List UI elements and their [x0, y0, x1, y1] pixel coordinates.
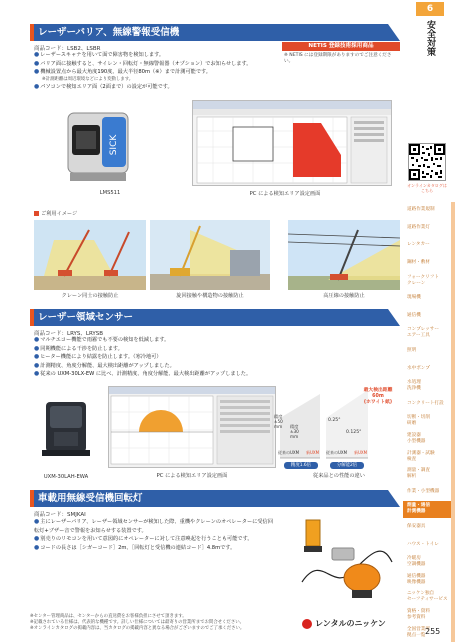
section-header-laser-barrier — [30, 24, 400, 41]
accuracy-old: 精度 ±50 mm — [274, 414, 283, 429]
angle-old: 0.25° — [328, 418, 341, 423]
footer-note: ※オンラインカタログの掲載内容は、当カタログの掲載内容と異なる場合がございますのでご了承ください。 — [30, 626, 245, 631]
top-number: 6 — [416, 2, 444, 16]
category-tab[interactable]: 計測器・試験 検査 — [407, 450, 435, 462]
bullet-list — [34, 336, 394, 379]
brand-logo: レンタルのニッケン — [302, 618, 386, 629]
device-caption: UXM-30LAH-EWA — [43, 474, 89, 480]
footer-note: ※センター管理商品は、センターからの直送費をお客様負担にさせて頂きます。 — [30, 614, 187, 619]
qr-caption: オンラインカタログは こちら — [407, 183, 447, 193]
section-title: 車載用無線受信機回転灯 — [38, 493, 143, 504]
netis-note: ※ NETIS には登録期限がありますのでご注意ください。 — [284, 53, 392, 64]
left-old-label: 従来のUXM — [278, 450, 300, 455]
usage-caption-2: 旋回接触や構造物の接触防止 — [176, 293, 244, 299]
list-item: ●別売りのリモコンを用いて意図的にオペレーターに対して注意喚起を行うことも可能です。 — [34, 535, 253, 543]
list-item: ●レーザースキャナを用いて面で障害物を検知します。 — [34, 51, 165, 58]
category-tab[interactable]: 道路作業規制 — [407, 207, 435, 213]
range-note: ※計測距離は周辺環境などにより変動します。 — [42, 76, 134, 82]
section-header-area-sensor — [30, 309, 400, 326]
bullet-list — [34, 518, 276, 552]
tab-edge-bar — [451, 202, 455, 642]
netis-badge: NETIS 登録技術採用商品 — [282, 42, 400, 51]
product-code: 商品コード：LRYS、LRYSB — [34, 331, 104, 337]
logo-mark-icon — [302, 619, 312, 629]
category-tab[interactable]: 作業・小型機器 — [407, 488, 440, 494]
usage-caption-1: クレーン同士の接触防止 — [61, 293, 119, 299]
list-item: ●マルチエコー機能で雨霧でも不要の検知を低減します。 — [34, 336, 170, 343]
category-tab[interactable]: コンプレッサー エアー工具 — [407, 327, 439, 339]
list-item: ●バリア面に接触すると、サイレン・回転灯・無線警報器（オプション）でお知らせします。 — [34, 59, 252, 67]
compare-caption: 従来品との性能の違い — [313, 473, 365, 479]
usage-caption-3: 高圧線の接触防止 — [323, 293, 365, 299]
list-item: ●機械設置点から最大角度190度、最大半径80m（※）まで計測可能です。 — [34, 68, 211, 76]
category-tab[interactable]: ニッケン独自 セーフティサービス — [407, 591, 448, 603]
angle-new: 0.125° — [346, 430, 362, 435]
section-header-beacon — [30, 490, 400, 507]
category-tab[interactable]: 冷暖房 空調機器 — [407, 556, 426, 568]
category-tab[interactable]: 通信機 — [407, 312, 421, 318]
bullet-list — [34, 51, 294, 91]
footer-notes — [30, 614, 290, 632]
usage-photo-structure — [150, 220, 270, 290]
device-caption: LMS511 — [99, 190, 121, 196]
beacon-product-image — [292, 512, 400, 602]
right-old-label: 従来のUXM — [326, 450, 348, 455]
screen-caption: PC による検知エリア設定画面 — [249, 191, 321, 197]
list-item: ●計測精度、角度分解能、最大検出距離がアップしました。 — [34, 361, 175, 369]
usage-label: ご利用イメージ — [34, 210, 77, 217]
list-item: ●ヒーター機能により結露を防止します。（寒冷地可） — [34, 353, 162, 361]
category-tab[interactable]: 全国営業所 拠点一覧 — [407, 626, 430, 638]
max-distance-label: 最大検出距離 60m (ホワイト紙) — [363, 388, 393, 405]
qr-code[interactable] — [408, 143, 446, 181]
category-tab[interactable]: 道路作業灯 — [407, 224, 430, 230]
uxm-device-image — [36, 392, 96, 462]
list-item: ●主にレーザーバリア、レーザー領域センサーが検知した際、重機やクレーンのオペレーターに受信回転灯+ブザー音で警報をお知らせする装置です。 — [34, 518, 273, 534]
performance-comparison — [276, 388, 400, 470]
page-number: 255 — [425, 627, 441, 636]
right-new-label: 新UXM — [354, 450, 368, 455]
category-tab[interactable]: 照明 — [407, 348, 417, 354]
usage-photo-power-line — [288, 220, 400, 290]
category-tab[interactable]: 鋼材・敷材 — [407, 260, 430, 266]
area-setting-screenshot — [192, 100, 392, 186]
footer-note: ※記載されている仕様は、代表的な機種です。詳しい仕様については最寄りの営業所までお問合せください。 — [30, 620, 244, 625]
category-tab[interactable]: ハウス・トイレ — [407, 541, 439, 547]
list-item: ●同期機能による干渉を防止します。 — [34, 344, 123, 352]
category-tab[interactable]: 測量・通信 計測機器 — [403, 501, 455, 518]
screen-caption: PC による検知エリア設定画面 — [156, 473, 228, 479]
category-tab[interactable]: 水中ポンプ — [407, 365, 430, 371]
category-tab[interactable]: 建設器 小型機器 — [407, 433, 426, 445]
side-title: 安全対策 — [425, 20, 435, 56]
category-tab[interactable]: 資格・資料 参考資料 — [407, 609, 430, 621]
category-tab[interactable]: 保安器具 — [407, 524, 426, 530]
left-new-label: 新UXM — [306, 450, 320, 455]
category-tab[interactable]: 通信機器 映像機器 — [407, 573, 426, 585]
section-title: レーザーバリア、無線警報受信機 — [38, 27, 180, 38]
category-tab[interactable]: コンクリート打設 — [407, 400, 444, 406]
product-code: 商品コード：LSB2、LSBR — [34, 46, 101, 52]
category-tab[interactable]: 水処理 洗浄機 — [407, 380, 421, 392]
area-setting-screenshot-2 — [108, 386, 276, 468]
list-item: ●パソコンで検知エリア面（2面まで）の設定が可能です。 — [34, 82, 173, 90]
svg-text:SICK: SICK — [109, 134, 119, 156]
accuracy-new: 精度 ±30 mm — [290, 424, 299, 439]
accuracy-tag: 精度1.6倍 — [290, 463, 312, 468]
usage-photo-crane — [34, 220, 146, 290]
section-title: レーザー領域センサー — [38, 312, 134, 323]
product-code: 商品コード：SMJKAI — [34, 512, 86, 518]
list-item: ●コードの長さは［シガーコード］2m、［回転灯と受信機の連結コード］4.8mです。 — [34, 543, 236, 551]
category-tab[interactable]: 測量・調査 解析 — [407, 468, 430, 480]
category-tab[interactable]: レンタカー — [407, 242, 430, 248]
category-tab[interactable]: 現場機 — [407, 295, 421, 301]
category-tab[interactable]: フォークリフト クレーン — [407, 274, 439, 286]
resolution-tag: 分解能2倍 — [336, 463, 358, 468]
list-item: ●従来の UXM-30LX-EW に比べ、計測精度、角度分解能、最大検出距離がアップしました。 — [34, 370, 252, 378]
category-tab[interactable]: 切断・切削 研磨 — [407, 415, 430, 427]
lms511-device-image — [50, 105, 140, 185]
